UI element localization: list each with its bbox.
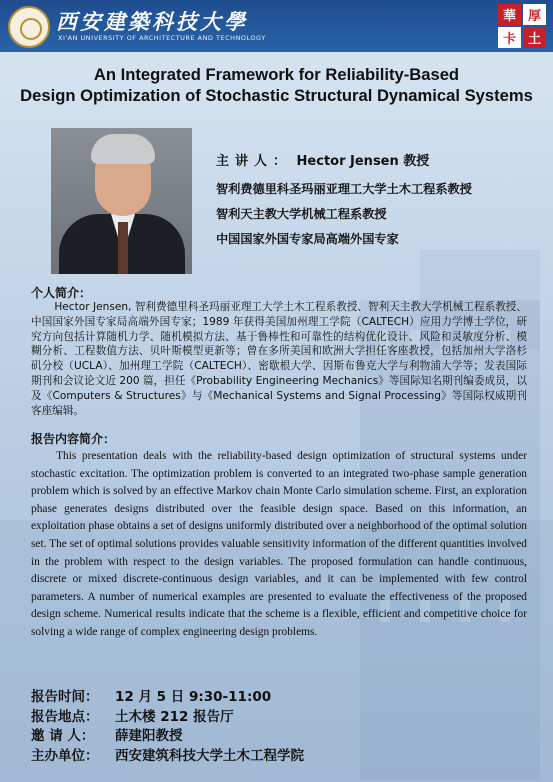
event-info	[31, 688, 304, 766]
speaker-affiliation: 智利天主教大学机械工程系教授	[216, 207, 387, 221]
seal-char: 厚	[523, 4, 546, 25]
university-name-cn: 西安建築科技大學	[56, 9, 248, 34]
info-organizer	[31, 747, 304, 767]
info-label: 报告地点：	[31, 708, 99, 725]
seal-char: 土	[523, 27, 546, 48]
bio-heading: 个人简介：	[31, 286, 92, 300]
bio-text: Hector Jensen, 智利费德里科圣玛丽亚理工大学土木工程系教授、智利天主教大学机械工程系教授、中国国家外国专家局高端外国专家；1989 年获得美国加州理工学院（CALTECH）应用力学博士学位，研究方向包括计算随机力学、随机模拟方法、基于鲁棒性和可靠性的结构优化设计、风险和灵敏度分析、模糊分析、工程数值方法、贝叶斯模型更新等；曾在多所美国和欧洲大学担任客座教授，包括加州大学洛杉矶分校（UCLA）、加州理工学院（CALTECH）、密歇根大学、因斯布鲁克大学与利物浦大学等；发表国际期刊和会议论文近 200 篇，担任《Probability Engineering Mechanics》等国际知名期刊编委成员，以及《Computers & Structures》与《Mechanical Systems and Signal Processing》等国际权威期刊客座编辑。	[31, 301, 527, 417]
info-label: 邀 请 人：	[31, 728, 95, 744]
university-logo-icon	[8, 6, 50, 48]
info-host	[31, 727, 304, 747]
speaker-name: Hector Jensen 教授	[296, 154, 430, 169]
speaker-line	[216, 150, 429, 169]
university-name-en: XI'AN UNIVERSITY OF ARCHITECTURE AND TECHNOLOGY	[58, 34, 266, 42]
header-bar	[0, 0, 553, 52]
speaker-photo	[51, 128, 192, 274]
talk-title-line: Design Optimization of Stochastic Structural Dynamical Systems	[20, 86, 533, 105]
abstract-text: This presentation deals with the reliability-based design optimization of structural systems under stochastic excitation. The optimization problem is converted to an integrated two-phase sample generation problem which is solved by an effective Markov chain Monte Carlo simulation scheme. First, an exploration phase generates designs distributed over the feasible design space. Based on this information, an exploitation phase obtains a set of designs uniformly distributed over a neighborhood of the optimal solution set. The set of optimal solutions provides valuable sensitivity information of the different quantities involved in the problem with respect to the design variables. The proposed formulation can handle continuous, discrete or mixed discrete-continuous design variables, and it can be implemented with few control parameters. A number of numerical examples are presented to evaluate the effectiveness of the proposed design scheme. Numerical results indicate that the scheme is a flexible, efficient and competitive choice for solving a wide range of complex engineering design problems.	[31, 450, 527, 638]
seal-char: 卡	[498, 27, 521, 48]
school-seal-icon	[498, 4, 546, 48]
info-value: 12 月 5 日 9:30-11:00	[115, 689, 272, 705]
talk-title	[0, 64, 553, 106]
seal-char: 華	[498, 4, 521, 25]
info-value: 土木楼 212 报告厅	[115, 708, 234, 725]
info-label: 主办单位：	[31, 747, 99, 764]
info-value: 西安建筑科技大学土木工程学院	[115, 747, 304, 764]
talk-title-line: An Integrated Framework for Reliability-Based	[93, 65, 460, 84]
abstract-heading: 报告内容简介：	[31, 432, 116, 446]
info-time	[31, 688, 304, 708]
speaker-affiliation: 中国国家外国专家局高端外国专家	[216, 232, 399, 246]
speaker-label: 主讲人：	[216, 154, 293, 169]
info-label: 报告时间：	[31, 689, 99, 705]
info-location	[31, 708, 304, 728]
info-value: 薛建阳教授	[115, 728, 183, 744]
speaker-affiliation: 智利费德里科圣玛丽亚理工大学土木工程系教授	[216, 182, 472, 196]
